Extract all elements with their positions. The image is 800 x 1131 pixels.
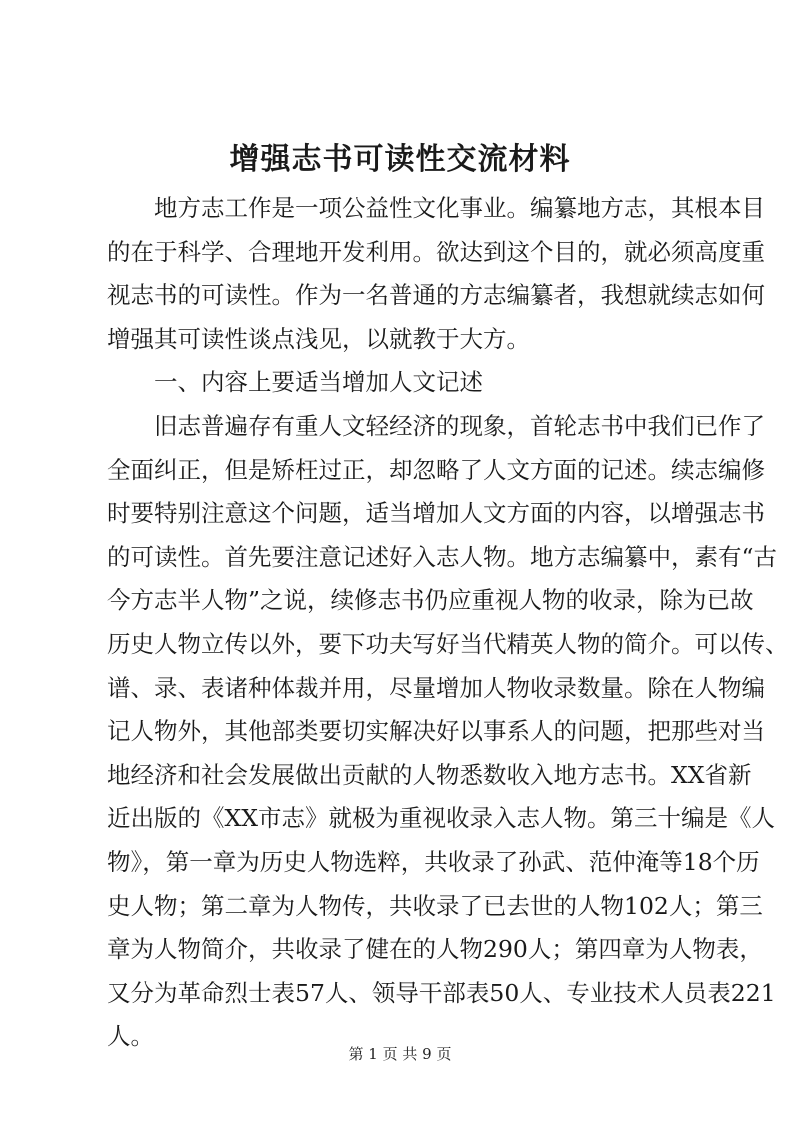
paragraph-line: 旧志普遍存有重人文轻经济的现象，首轮志书中我们已作了: [154, 411, 765, 440]
paragraph-line: 的在于科学、合理地开发利用。欲达到这个目的，就必须高度重: [107, 237, 765, 266]
paragraph-content: [107, 405, 789, 1059]
page-number-footer: 第 1 页 共 9 页: [348, 1045, 452, 1063]
paragraph-line: 地方志工作是一项公益性文化事业。编纂地方志，其根本目: [154, 194, 765, 222]
paragraph-line: 历史人物立传以外，要下功夫写好当代精英人物的简介。可以传、: [107, 629, 789, 658]
paragraph-line: 今方志半人物”之说，续修志书仍应重视人物的收录，除为已故: [107, 586, 754, 615]
section-heading: 一、内容上要适当增加人文记述: [154, 368, 483, 397]
paragraph-line: 地经济和社会发展做出贡献的人物悉数收入地方志书。XX省新: [107, 760, 752, 789]
paragraph-line: 视志书的可读性。作为一名普通的方志编纂者，我想就续志如何: [107, 281, 765, 310]
paragraph-line: 增强其可读性谈点浅见，以就教于大方。: [107, 324, 530, 353]
paragraph-line: 人。: [107, 1022, 154, 1051]
paragraph-line: 史人物；第二章为人物传，共收录了已去世的人物102人；第三: [107, 891, 763, 920]
paragraph-line: 谱、录、表诸种体裁并用，尽量增加人物收录数量。除在人物编: [107, 673, 765, 702]
document-body: [107, 187, 789, 1059]
paragraph-line: 又分为革命烈士表57人、领导干部表50人、专业技术人员表221: [107, 978, 776, 1007]
paragraph-line: 时要特别注意这个问题，适当增加人文方面的内容，以增强志书: [107, 499, 765, 528]
paragraph-line: 物》，第一章为历史人物选粹，共收录了孙武、范仲淹等18个历: [107, 847, 760, 876]
paragraph-intro: [107, 187, 765, 361]
paragraph-line: 记人物外，其他部类要切实解决好以事系人的问题，把那些对当: [107, 717, 765, 746]
document-title: 增强志书可读性交流材料: [229, 142, 571, 177]
paragraph-line: 近出版的《XX市志》就极为重视收录入志人物。第三十编是《人: [107, 804, 775, 833]
paragraph-line: 的可读性。首先要注意记述好入志人物。地方志编纂中，素有“古: [107, 542, 778, 571]
paragraph-line: 全面纠正，但是矫枉过正，却忽略了人文方面的记述。续志编修: [107, 455, 765, 484]
paragraph-line: 章为人物简介，共收录了健在的人物290人；第四章为人物表，: [107, 935, 763, 964]
